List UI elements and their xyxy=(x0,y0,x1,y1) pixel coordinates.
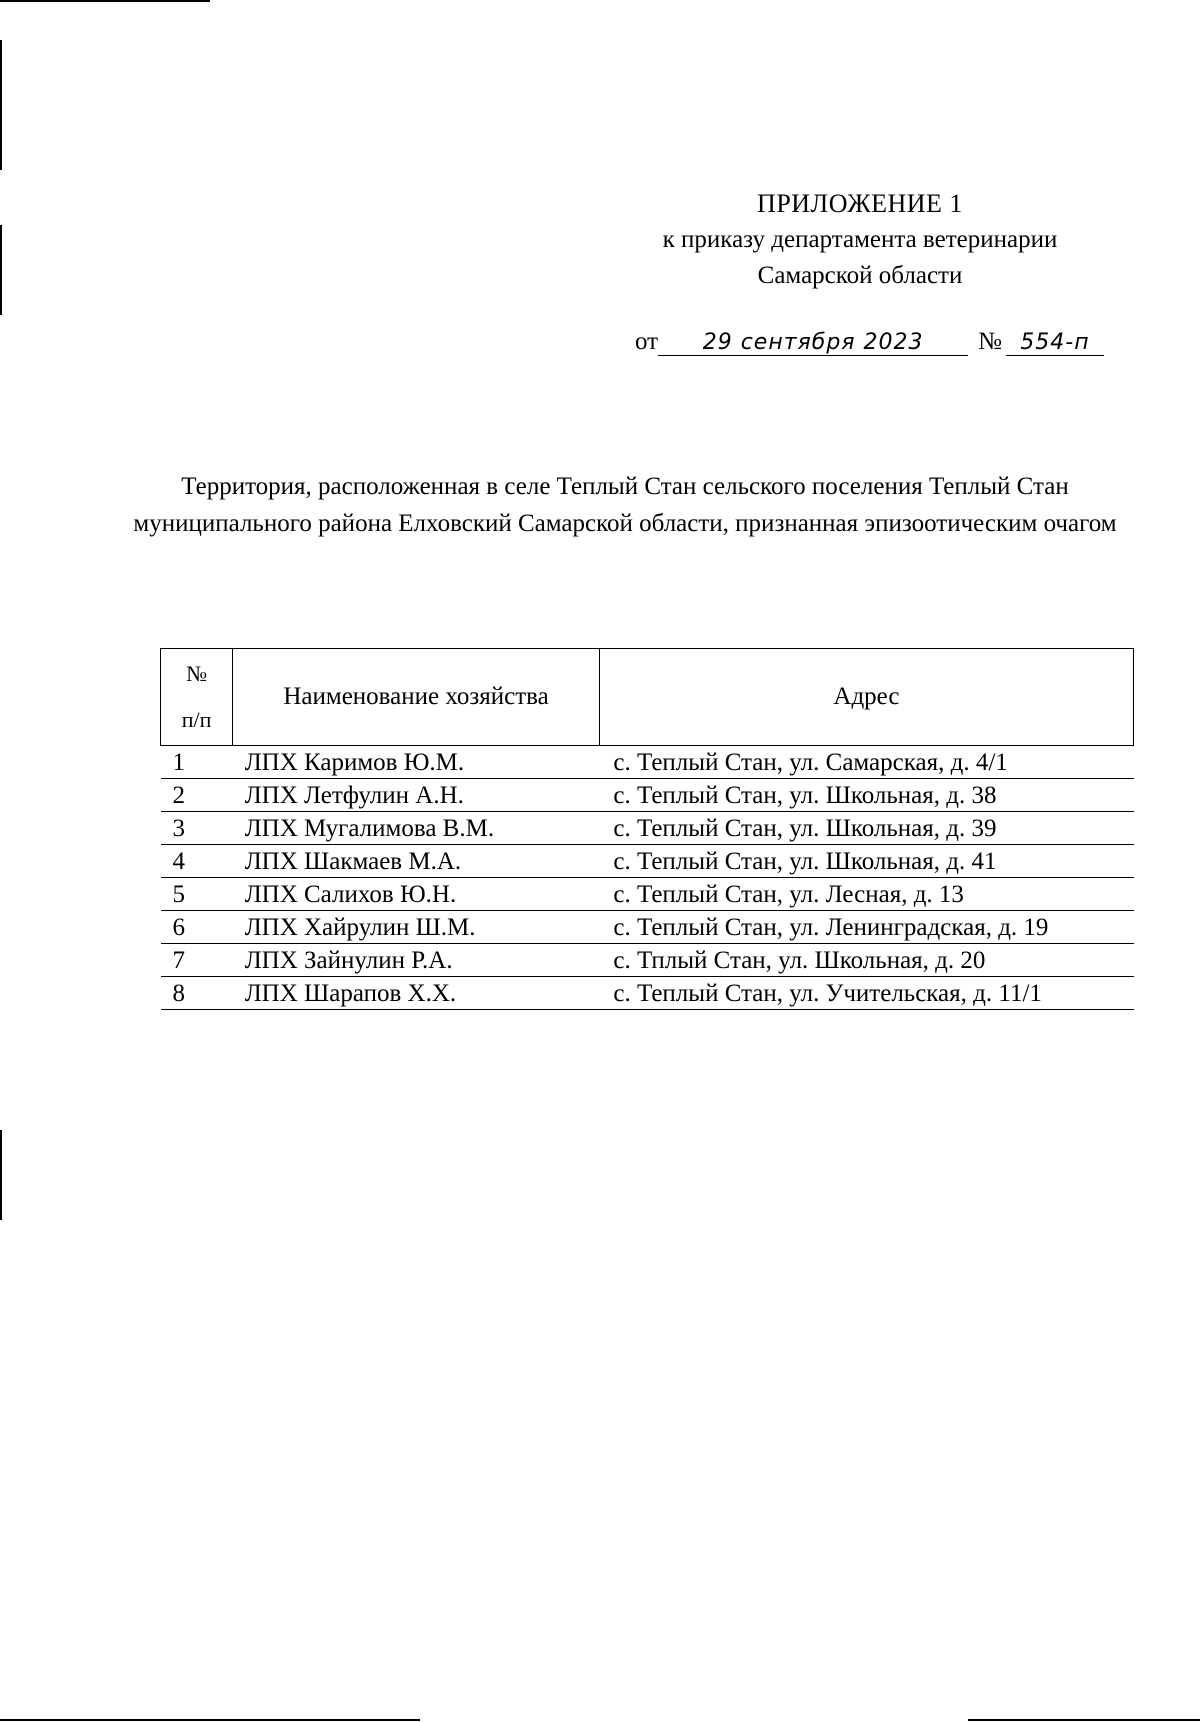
row-farm-name: ЛПХ Салихов Ю.Н. xyxy=(233,878,600,911)
scan-edge-left-2 xyxy=(0,225,2,315)
table-row xyxy=(161,944,1134,977)
table-row xyxy=(161,845,1134,878)
order-date-prefix: от xyxy=(635,328,659,355)
table-row xyxy=(161,746,1134,779)
row-number: 3 xyxy=(161,812,233,845)
scan-edge-bottom-right xyxy=(968,1719,1200,1721)
row-farm-name: ЛПХ Зайнулин Р.А. xyxy=(233,944,600,977)
farms-table-wrap xyxy=(160,648,1134,1010)
header-number-sign: № xyxy=(186,661,208,686)
row-farm-name: ЛПХ Летфулин А.Н. xyxy=(233,779,600,812)
document-title: Территория, расположенная в селе Теплый Стан сельского поселения Теплый Стан муниципального района Елховский Самарской области, признанная эпизоотическим очагом xyxy=(133,473,1117,537)
row-number: 4 xyxy=(161,845,233,878)
row-farm-name: ЛПХ Шакмаев М.А. xyxy=(233,845,600,878)
table-row xyxy=(161,779,1134,812)
appendix-title: ПРИЛОЖЕНИЕ 1 xyxy=(757,189,963,218)
row-address: с. Теплый Стан, ул. Школьная, д. 39 xyxy=(599,812,1133,845)
table-row xyxy=(161,911,1134,944)
row-address: с. Теплый Стан, ул. Самарская, д. 4/1 xyxy=(599,746,1133,779)
header-number xyxy=(161,649,233,746)
row-address: с. Теплый Стан, ул. Ленинградская, д. 19 xyxy=(599,911,1133,944)
table-row xyxy=(161,812,1134,845)
row-address: с. Теплый Стан, ул. Учительская, д. 11/1 xyxy=(599,977,1133,1010)
table-header-row xyxy=(161,649,1134,746)
row-number: 7 xyxy=(161,944,233,977)
row-number: 1 xyxy=(161,746,233,779)
appendix-line-region: Самарской области xyxy=(757,262,963,289)
scan-edge-left-1 xyxy=(0,40,2,170)
row-farm-name: ЛПХ Мугалимова В.М. xyxy=(233,812,600,845)
table-row xyxy=(161,878,1134,911)
table-row xyxy=(161,977,1134,1010)
order-number-handwritten: 554-п xyxy=(1006,330,1104,356)
scan-edge-bottom-left xyxy=(0,1719,420,1721)
row-number: 2 xyxy=(161,779,233,812)
farms-table xyxy=(160,648,1134,1010)
row-address: с. Теплый Стан, ул. Школьная, д. 41 xyxy=(599,845,1133,878)
row-farm-name: ЛПХ Хайрулин Ш.М. xyxy=(233,911,600,944)
header-farm-name: Наименование хозяйства xyxy=(233,649,600,746)
row-address: с. Тплый Стан, ул. Школьная, д. 20 xyxy=(599,944,1133,977)
row-farm-name: ЛПХ Шарапов Х.Х. xyxy=(233,977,600,1010)
order-reference xyxy=(635,328,1104,356)
appendix-line-order: к приказу департамента ветеринарии xyxy=(662,226,1058,253)
order-date-handwritten: 29 сентября 2023 xyxy=(658,330,968,356)
scan-edge-top xyxy=(0,0,210,2)
row-farm-name: ЛПХ Каримов Ю.М. xyxy=(233,746,600,779)
row-number: 5 xyxy=(161,878,233,911)
row-number: 6 xyxy=(161,911,233,944)
row-address: с. Теплый Стан, ул. Школьная, д. 38 xyxy=(599,779,1133,812)
appendix-header xyxy=(620,186,1100,294)
header-number-abbr: п/п xyxy=(181,707,212,732)
order-number-sign: № xyxy=(978,328,1002,355)
row-number: 8 xyxy=(161,977,233,1010)
row-address: с. Теплый Стан, ул. Лесная, д. 13 xyxy=(599,878,1133,911)
header-address: Адрес xyxy=(599,649,1133,746)
scan-edge-left-3 xyxy=(0,1130,2,1220)
